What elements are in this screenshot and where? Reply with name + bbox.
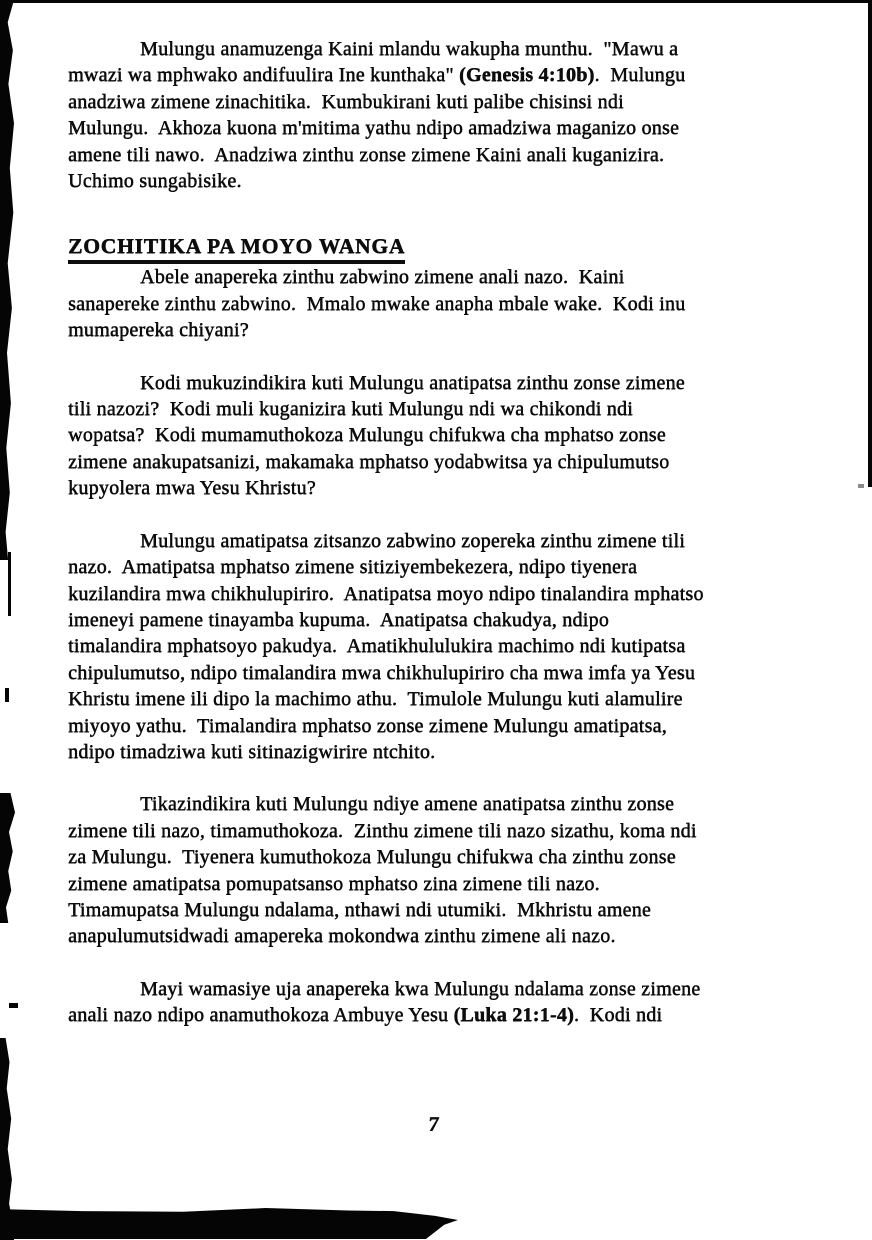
paragraph (68, 976, 816, 1029)
text-segment: mwazi wa mphwako andifuulira Ine kunthaka" (68, 64, 460, 87)
text-line (68, 89, 816, 115)
text-line (68, 475, 816, 501)
text-segment: kupyolera mwa Yesu Khristu? (68, 477, 316, 500)
text-segment: Tikazindikira kuti Mulungu ndiye amene anatipatsa zinthu zonse (140, 793, 675, 816)
section-heading (68, 232, 816, 264)
scan-artifact-right-edge (868, 0, 872, 487)
text-line (68, 844, 816, 870)
text-segment: kuzilandira mwa chikhulupiriro. Anatipatsa moyo ndipo tinalandira mphatso (68, 582, 704, 605)
paragraph (68, 370, 816, 502)
text-line (68, 686, 816, 712)
text-line (68, 554, 816, 580)
text-line (68, 62, 816, 88)
text-segment: Mayi wamasiye uja anapereka kwa Mulungu ndalama zonse zimene (140, 977, 701, 1000)
text-segment: mumapereka chiyani? (68, 319, 249, 342)
text-segment: Mulungu anamuzenga Kaini mlandu wakupha munthu. "Mawu a (140, 38, 679, 60)
text-block (68, 36, 816, 1029)
text-line (68, 739, 816, 765)
text-line (68, 142, 816, 168)
text-segment: chipulumutso, ndipo timalandira mwa chikhulupiriro cha mwa imfa ya Yesu (68, 661, 696, 684)
text-line (68, 317, 816, 343)
text-segment: za Mulungu. Tiyenera kumuthokoza Mulungu chifukwa cha zinthu zonse (68, 846, 676, 869)
text-line (68, 168, 816, 194)
text-segment: zimene anakupatsanizi, makamaka mphatso yodabwitsa ya chipulumutso (68, 450, 670, 473)
text-segment: Timamupatsa Mulungu ndalama, nthawi ndi utumiki. Mkhristu amene (68, 898, 651, 921)
text-line (68, 264, 816, 290)
text-line (68, 897, 816, 923)
scan-artifact-bottom-wedge (0, 1205, 458, 1239)
text-line (68, 923, 816, 949)
text-line (68, 36, 816, 62)
text-segment: zimene amatipatsa pomupatsanso mphatso zina zimene tili nazo. (68, 872, 600, 895)
text-line (68, 660, 816, 686)
text-line (68, 291, 816, 317)
text-segment: Uchimo sungabisike. (68, 170, 242, 193)
scan-artifact-left-dash (9, 1003, 18, 1008)
text-line (68, 607, 816, 633)
scripture-reference: (Luka 21:1-4) (453, 1004, 574, 1027)
text-segment: Kodi mukuzindikira kuti Mulungu anatipatsa zinthu zonse zimene (140, 371, 685, 394)
text-line (68, 422, 816, 448)
text-segment: tili nazozi? Kodi muli kuganizira kuti Mulungu ndi wa chikondi ndi (68, 398, 633, 421)
text-segment: zimene tili nazo, timamuthokoza. Zinthu zimene tili nazo sizathu, koma ndi (68, 819, 697, 842)
text-segment: miyoyo yathu. Timalandira mphatso zonse zimene Mulungu amatipatsa, (68, 714, 667, 737)
text-line (68, 115, 816, 141)
text-segment: ndipo timadziwa kuti sitinazigwirire ntchito. (68, 740, 436, 763)
text-segment: imeneyi pamene tinayamba kupuma. Anatipatsa chakudya, ndipo (68, 608, 609, 631)
text-segment: . Mulungu (594, 64, 686, 87)
scan-artifact-left-dot (5, 688, 9, 702)
text-segment: wopatsa? Kodi mumamuthokoza Mulungu chifukwa cha mphatso zonse (68, 424, 666, 447)
scan-artifact-top-edge (0, 0, 872, 3)
paragraph (68, 791, 816, 949)
text-line (68, 713, 816, 739)
scan-artifact-left-stripe-mid (0, 793, 15, 923)
scan-artifact-left-line-tail (8, 552, 11, 616)
paragraph (68, 528, 816, 766)
text-segment: Abele anapereka zinthu zabwino zimene anali nazo. Kaini (140, 266, 625, 289)
text-line (68, 528, 816, 554)
text-line (68, 871, 816, 897)
text-line (68, 370, 816, 396)
scripture-reference: (Genesis 4:10b) (459, 64, 595, 87)
text-line (68, 818, 816, 844)
text-segment: nazo. Amatipatsa mphatso zimene sitiziyembekezera, ndipo tiyenera (68, 556, 638, 579)
text-segment: Mulungu. Akhoza kuona m'mitima yathu ndipo amadziwa maganizo onse (68, 117, 680, 140)
text-line (68, 791, 816, 817)
paragraph (68, 264, 816, 343)
section-heading-text: ZOCHITIKA PA MOYO WANGA (68, 232, 405, 264)
text-segment: amene tili nawo. Anadziwa zinthu zonse zimene Kaini anali kuganizira. (68, 143, 665, 166)
paragraph (68, 36, 816, 194)
text-segment: . Kodi ndi (573, 1004, 663, 1027)
text-segment: Khristu imene ili dipo la machimo athu. Timulole Mulungu kuti alamulire (68, 688, 683, 711)
text-line (68, 581, 816, 607)
text-segment: anapulumutsidwadi amapereka mokondwa zinthu zimene ali nazo. (68, 925, 616, 948)
text-line (68, 396, 816, 422)
text-segment: Mulungu amatipatsa zitsanzo zabwino zopereka zinthu zimene tili (140, 529, 686, 552)
scan-artifact-right-speck (858, 484, 864, 488)
text-segment: anali nazo ndipo anamuthokoza Ambuye Yesu (68, 1004, 454, 1027)
page-number: 7 (426, 1112, 440, 1136)
text-line (68, 449, 816, 475)
text-line (68, 1002, 816, 1028)
text-segment: timalandira mphatsoyo pakudya. Amatikhululukira machimo ndi kutipatsa (68, 635, 686, 658)
text-segment: anadziwa zimene zinachitika. Kumbukirani kuti palibe chisinsi ndi (68, 90, 624, 113)
text-segment: sanapereke zinthu zabwino. Mmalo mwake anapha mbale wake. Kodi inu (68, 292, 686, 315)
text-line (68, 976, 816, 1002)
scan-artifact-left-stripe-upper (0, 0, 14, 560)
text-line (68, 633, 816, 659)
